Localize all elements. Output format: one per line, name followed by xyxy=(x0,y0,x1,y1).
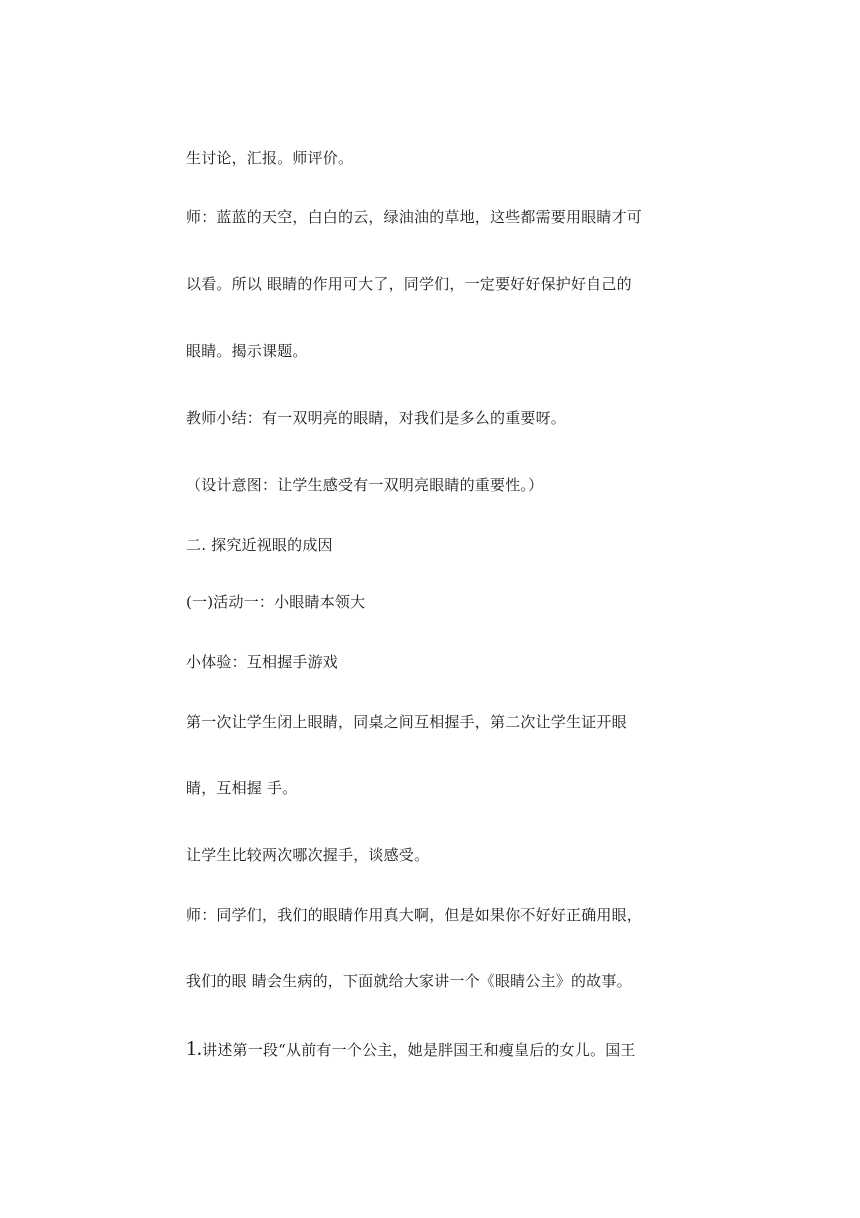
section-heading: 二. 探究近视眼的成因 xyxy=(186,536,333,554)
design-intent-note: （设计意图：让学生感受有一双明亮眼睛的重要性。） xyxy=(186,476,544,494)
paragraph-line-11: 睛，互相握 手。 xyxy=(186,779,298,797)
numbered-paragraph xyxy=(186,1038,636,1060)
paragraph-line-4: 眼睛。揭示课题。 xyxy=(186,342,308,360)
paragraph-line-12: 让学生比较两次哪次握手，谈感受。 xyxy=(186,846,430,864)
activity-heading: (一)活动一：小眼睛本领大 xyxy=(186,593,366,611)
paragraph-line-13: 师：同学们，我们的眼睛作用真大啊，但是如果你不好好正确用眼， xyxy=(186,906,643,924)
paragraph-line-5: 教师小结：有一双明亮的眼睛，对我们是多么的重要呀。 xyxy=(186,409,567,427)
paragraph-line-14: 我们的眼 睛会生病的，下面就给大家讲一个《眼睛公主》的故事。 xyxy=(186,972,632,990)
paragraph-line-1: 生讨论，汇报。师评价。 xyxy=(186,149,354,167)
paragraph-line-2: 师：蓝蓝的天空，白白的云，绿油油的草地，这些都需要用眼睛才可 xyxy=(186,208,643,226)
paragraph-line-10: 第一次让学生闭上眼睛，同桌之间互相握手，第二次让学生证开眼 xyxy=(186,713,627,731)
paragraph-line-3: 以看。所以 眼睛的作用可大了，同学们，一定要好好保护好自己的 xyxy=(186,275,632,293)
numbered-paragraph-text: 讲述第一段“从前有一个公主，她是胖国王和瘦皇后的女儿。国王 xyxy=(202,1041,636,1059)
experience-heading: 小体验：互相握手游戏 xyxy=(186,653,339,671)
list-number: 1. xyxy=(186,1036,203,1060)
